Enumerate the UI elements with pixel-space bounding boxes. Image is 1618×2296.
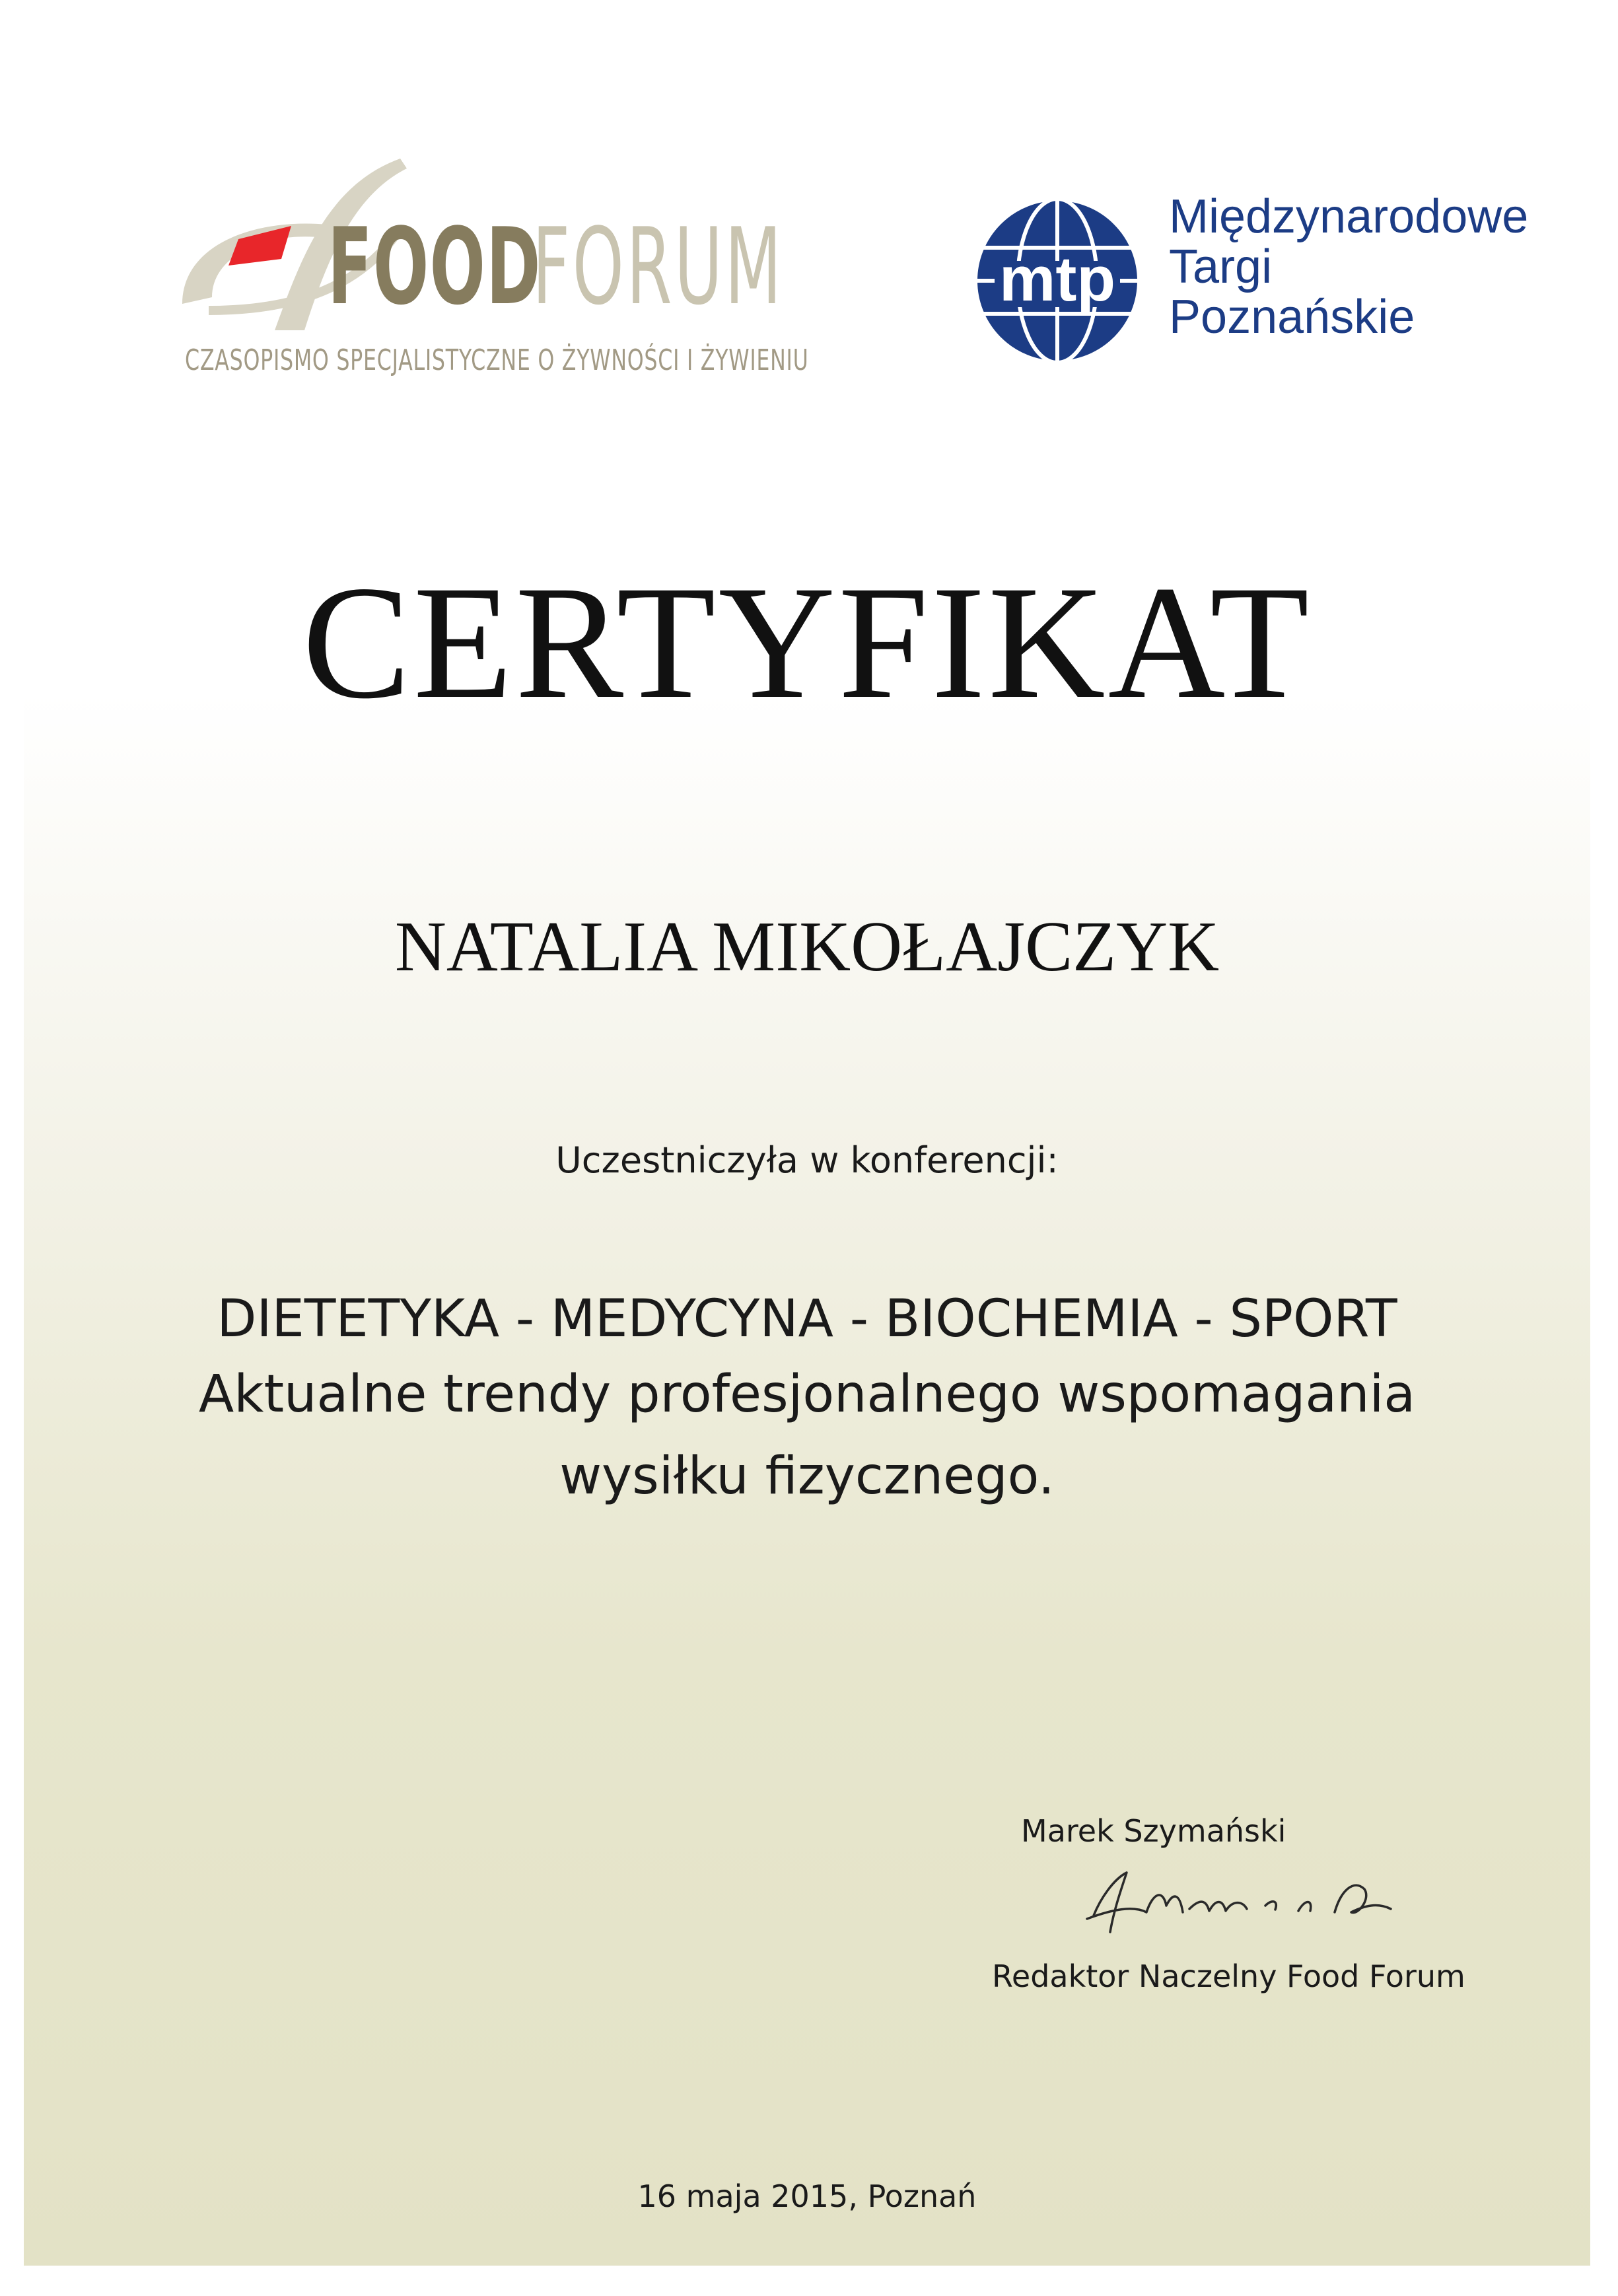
certificate-title: CERTYFIKAT: [302, 553, 1312, 733]
recipient-name: NATALIA MIKOŁAJCZYK: [394, 908, 1220, 986]
signer-name: Marek Szymański: [1021, 1813, 1286, 1849]
mtp-line-1: Międzynarodowe: [1169, 190, 1529, 243]
date-and-place: 16 maja 2015, Poznań: [637, 2178, 977, 2214]
mtp-logo: [968, 192, 1563, 390]
food-forum-word-forum: FORUM: [532, 205, 784, 328]
food-forum-word-food: FOOD: [328, 205, 542, 328]
conference-title-line-1: DIETETYKA - MEDYCYNA - BIOCHEMIA - SPORT: [217, 1289, 1397, 1349]
conference-title-line-3: wysiłku fizycznego.: [559, 1447, 1055, 1506]
globe-icon: [968, 192, 1146, 370]
certificate-page: [24, 0, 1590, 2266]
participation-label: Uczestniczyła w konferencji:: [555, 1139, 1059, 1181]
food-forum-logo: [176, 145, 823, 383]
signer-role: Redaktor Naczelny Food Forum: [992, 1958, 1465, 1994]
mtp-name: [1169, 192, 1528, 342]
mtp-line-2: Targi: [1169, 240, 1273, 293]
conference-title-line-2: Aktualne trendy profesjonalnego wspomagania: [198, 1365, 1416, 1424]
svg-text:mtp: mtp: [999, 244, 1115, 314]
food-forum-subtitle: CZASOPISMO SPECJALISTYCZNE O ŻYWNOŚCI I ŻYWIENIU: [185, 343, 809, 377]
mtp-line-3: Poznańskie: [1169, 291, 1415, 343]
handwritten-signature: [1074, 1853, 1417, 1945]
